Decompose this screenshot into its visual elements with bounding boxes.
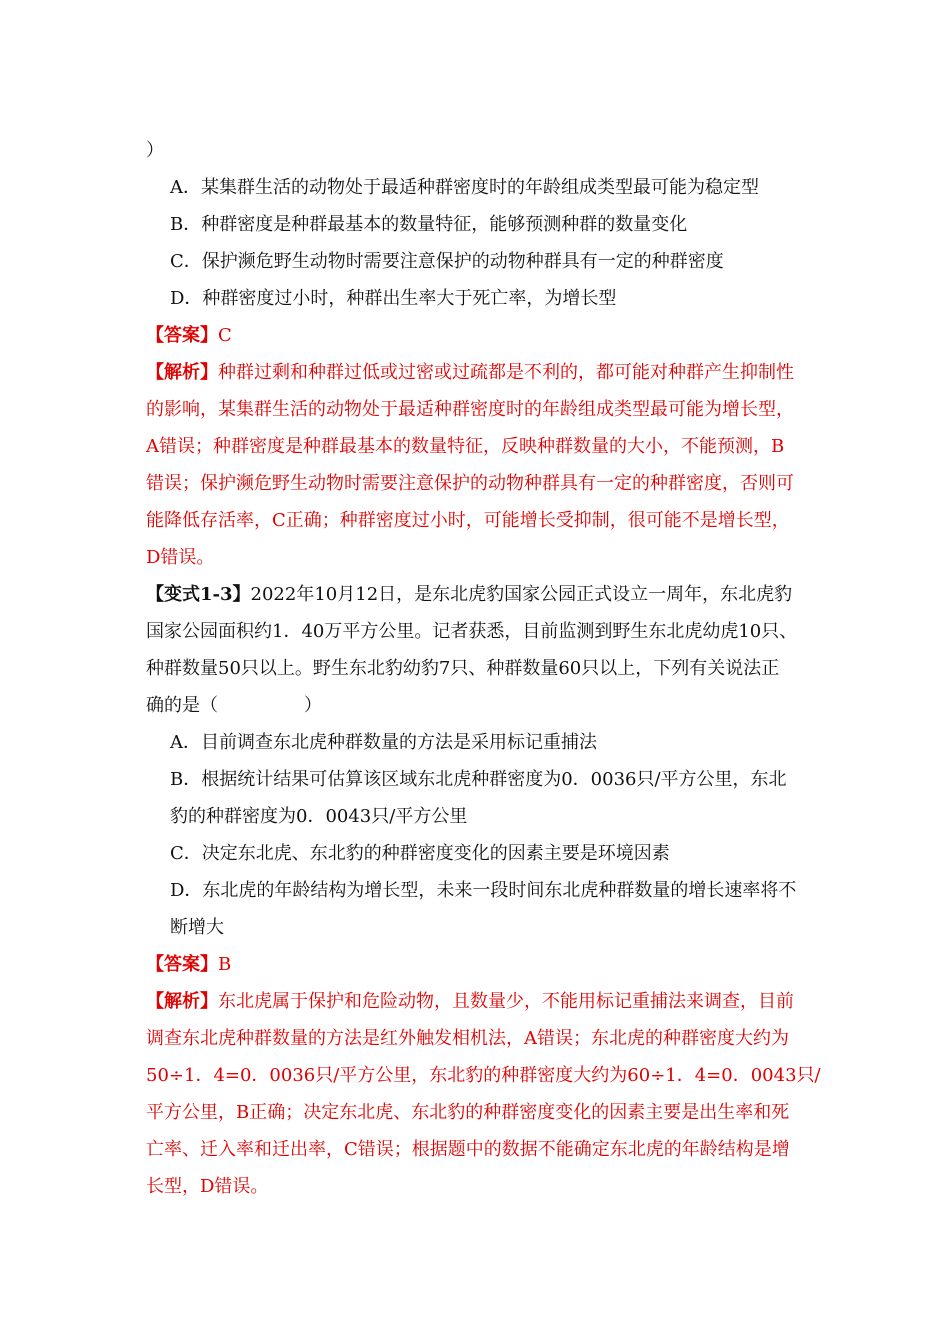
q1-answer: [146, 317, 836, 354]
q2-analysis-text: 东北虎属于保护和危险动物，且数量少，不能用标记重捕法来调查，目前: [218, 991, 794, 1012]
q2-stem-text: 2022年10月12日，是东北虎豹国家公园正式设立一周年，东北虎豹: [250, 584, 793, 605]
q1-analysis-line-4: 错误；保护濒危野生动物时需要注意保护的动物种群具有一定的种群密度，否则可: [146, 473, 794, 494]
q2-option-a: A．目前调查东北虎种群数量的方法是采用标记重捕法: [170, 732, 597, 753]
q2-tag: 【变式1-3】: [146, 584, 251, 605]
q2-stem-question: 确的是（: [146, 695, 218, 716]
q1-option-d: D．种群密度过小时，种群出生率大于死亡率，为增长型: [170, 288, 617, 309]
q1-analysis-line-5: 能降低存活率，C正确；种群密度过小时，可能增长受抑制，很可能不是增长型，: [146, 510, 790, 531]
q2-stem-line-2: 国家公园面积约1．40万平方公里。记者获悉，目前监测到野生东北虎幼虎10只、: [146, 621, 798, 642]
q1-analysis-tag: 【解析】: [146, 362, 218, 383]
q1-answer-value: C: [218, 325, 232, 346]
q2-analysis-line-5: 亡率、迁入率和迁出率，C错误；根据题中的数据不能确定东北虎的年龄结构是增: [146, 1139, 790, 1160]
q1-option-a: A．某集群生活的动物处于最适种群密度时的年龄组成类型最可能为稳定型: [170, 177, 759, 198]
q2-answer: [146, 946, 836, 983]
q2-analysis-tag: 【解析】: [146, 991, 218, 1012]
q1-analysis-line-3: A错误；种群密度是种群最基本的数量特征，反映种群数量的大小，不能预测，B: [146, 436, 785, 457]
q1-answer-tag: 【答案】: [146, 325, 218, 346]
q2-analysis-line-4: 平方公里，B正确；决定东北虎、东北豹的种群密度变化的因素主要是出生率和死: [146, 1102, 790, 1123]
q2-analysis-line-2: 调查东北虎种群数量的方法是红外触发相机法，A错误；东北虎的种群密度大约为: [146, 1028, 789, 1049]
q1-option-b: B．种群密度是种群最基本的数量特征，能够预测种群的数量变化: [170, 214, 688, 235]
q1-analysis-line-1: [146, 354, 836, 391]
q1-option-c: C．保护濒危野生动物时需要注意保护的动物种群具有一定的种群密度: [170, 251, 724, 272]
q1-stem-tail: ）: [146, 140, 164, 161]
q2-answer-value: B: [218, 954, 232, 975]
document-body: [146, 132, 836, 1205]
q2-analysis-line-6: 长型，D错误。: [146, 1176, 269, 1197]
q2-option-b: B．根据统计结果可估算该区域东北虎种群密度为0．0036只/平方公里，东北: [170, 769, 787, 790]
q2-stem-line-3: 种群数量50只以上。野生东北豹幼豹7只、种群数量60只以上，下列有关说法正: [146, 658, 780, 679]
q2-stem-line-4: [146, 687, 836, 724]
q2-stem-line-1: [146, 576, 836, 613]
q2-option-d: D．东北虎的年龄结构为增长型，未来一段时间东北虎种群数量的增长速率将不: [170, 880, 797, 901]
q2-analysis-line-1: [146, 983, 836, 1020]
q2-stem-close: ）: [304, 695, 322, 716]
q1-analysis-line-6: D错误。: [146, 547, 215, 568]
q2-option-d-cont: 断增大: [170, 917, 224, 938]
q2-option-b-cont: 豹的种群密度为0．0043只/平方公里: [170, 806, 468, 827]
q1-analysis-line-2: 的影响，某集群生活的动物处于最适种群密度时的年龄组成类型最可能为增长型，: [146, 399, 794, 420]
q2-analysis-line-3: 50÷1．4=0．0036只/平方公里，东北豹的种群密度大约为60÷1．4=0．0043只/: [146, 1065, 821, 1086]
q2-option-c: C．决定东北虎、东北豹的种群密度变化的因素主要是环境因素: [170, 843, 670, 864]
q1-analysis-text: 种群过剩和种群过低或过密或过疏都是不利的，都可能对种群产生抑制性: [218, 362, 794, 383]
q2-answer-tag: 【答案】: [146, 954, 218, 975]
